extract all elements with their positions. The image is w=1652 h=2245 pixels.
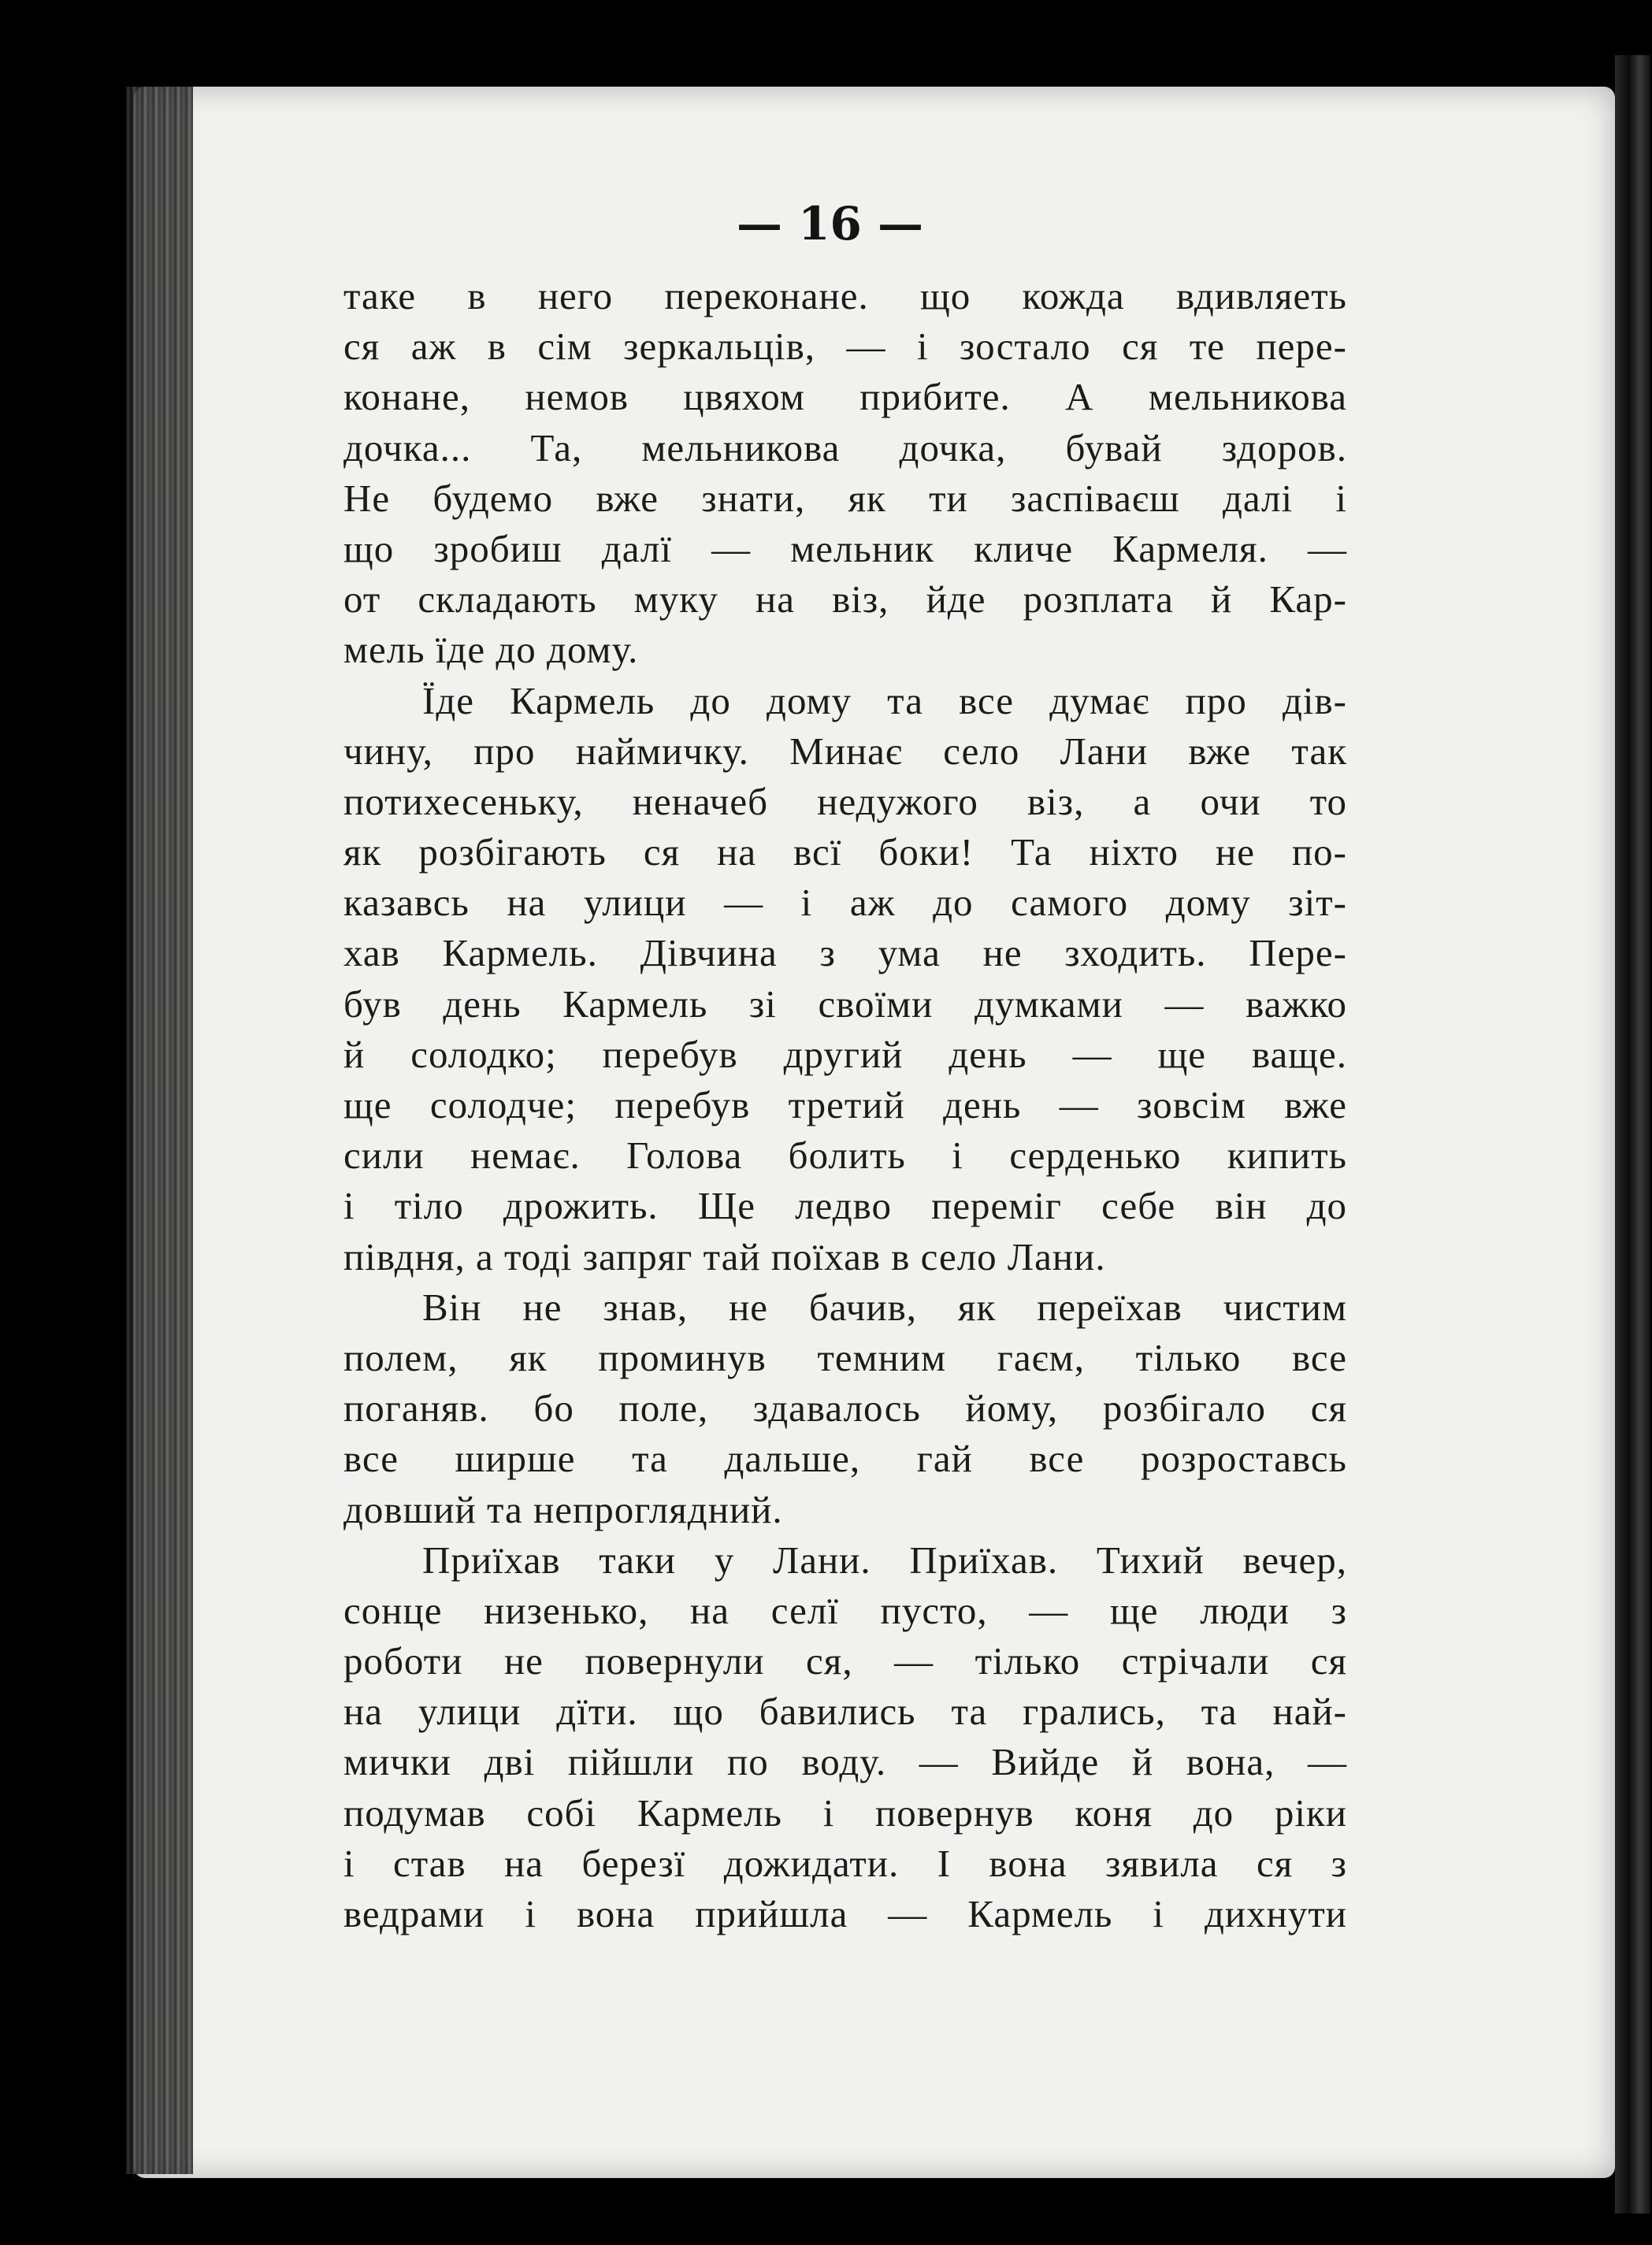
text-line: полем, як проминув темним гаєм, тілько все — [343, 1335, 1347, 1379]
text-line: потихесеньку, неначеб недужого віз, а очи то — [343, 779, 1347, 823]
text-line: і став на березї дожидати. І вона зявила ся з — [343, 1841, 1347, 1885]
text-line: що зробиш далї — мельник кличе Кармеля. — — [343, 526, 1347, 570]
text-line: роботи не повернули ся, — тілько стрічали ся — [343, 1639, 1347, 1683]
text-line: сили немає. Голова болить і серденько кипить — [343, 1134, 1347, 1178]
text-line: конане, немов цвяхом прибите. А мельникова — [343, 375, 1347, 419]
text-line: чину, про наймичку. Минає село Лани вже так — [343, 729, 1347, 773]
text-line: ся аж в сім зеркальців, — і зостало ся те пере- — [343, 325, 1347, 369]
text-line: мички дві пійшли по воду. — Вийде й вона, — — [343, 1740, 1347, 1784]
text-line: ще солодче; перебув третий день — зовсім вже — [343, 1083, 1347, 1126]
text-line: хав Кармель. Дівчина з ума не зходить. Пере- — [343, 931, 1347, 975]
text-line: був день Кармель зі своїми думками — важко — [343, 981, 1347, 1026]
body-text — [343, 271, 1347, 1939]
text-line: все ширше та дальше, гай все розроставсь — [343, 1437, 1347, 1481]
text-line: ведрами і вона прийшла — Кармель і дихнути — [343, 1892, 1347, 1935]
text-line: довший та непроглядний. — [343, 1487, 783, 1531]
text-line: казавсь на улици — і аж до самого дому зіт- — [343, 881, 1347, 925]
text-line: Приїхав таки у Лани. Приїхав. Тихий вечер, — [422, 1538, 1347, 1582]
text-line: Їде Кармель до дому та все думає про дів- — [422, 678, 1347, 722]
text-line: дочка... Та, мельникова дочка, бувай здоров. — [343, 425, 1347, 469]
text-line: от складають муку на віз, йде розплата й Кар- — [343, 577, 1347, 622]
text-line: таке в него переконане. що кожда вдивляеть — [343, 274, 1347, 317]
text-line: Він не знав, не бачив, як переїхав чистим — [422, 1285, 1347, 1329]
adjacent-page-edge — [1615, 55, 1650, 2213]
text-line: сонце низенько, на селї пусто, — ще люди з — [343, 1588, 1347, 1632]
text-line: мель їде до дому. — [343, 628, 639, 672]
text-line: і тіло дрожить. Ще ледво переміг себе він до — [343, 1184, 1347, 1228]
text-line: подумав собі Кармель і повернув коня до ріки — [343, 1790, 1347, 1835]
text-line: на улици дїти. що бавились та грались, та най- — [343, 1690, 1347, 1734]
page-number: — 16 — — [736, 197, 924, 250]
text-line: півдня, а тоді запряг тай поїхав в село Лани. — [343, 1234, 1106, 1278]
page-binding-edge — [126, 87, 193, 2174]
text-line: й солодко; перебув другий день — ще ваще. — [343, 1032, 1347, 1076]
text-line: як розбігають ся на всї боки! Та ніхто не по- — [343, 830, 1347, 874]
text-line: поганяв. бо поле, здавалось йому, розбігало ся — [343, 1386, 1347, 1430]
text-line: Не будемо вже знати, як ти заспіваєш далі і — [343, 476, 1347, 520]
